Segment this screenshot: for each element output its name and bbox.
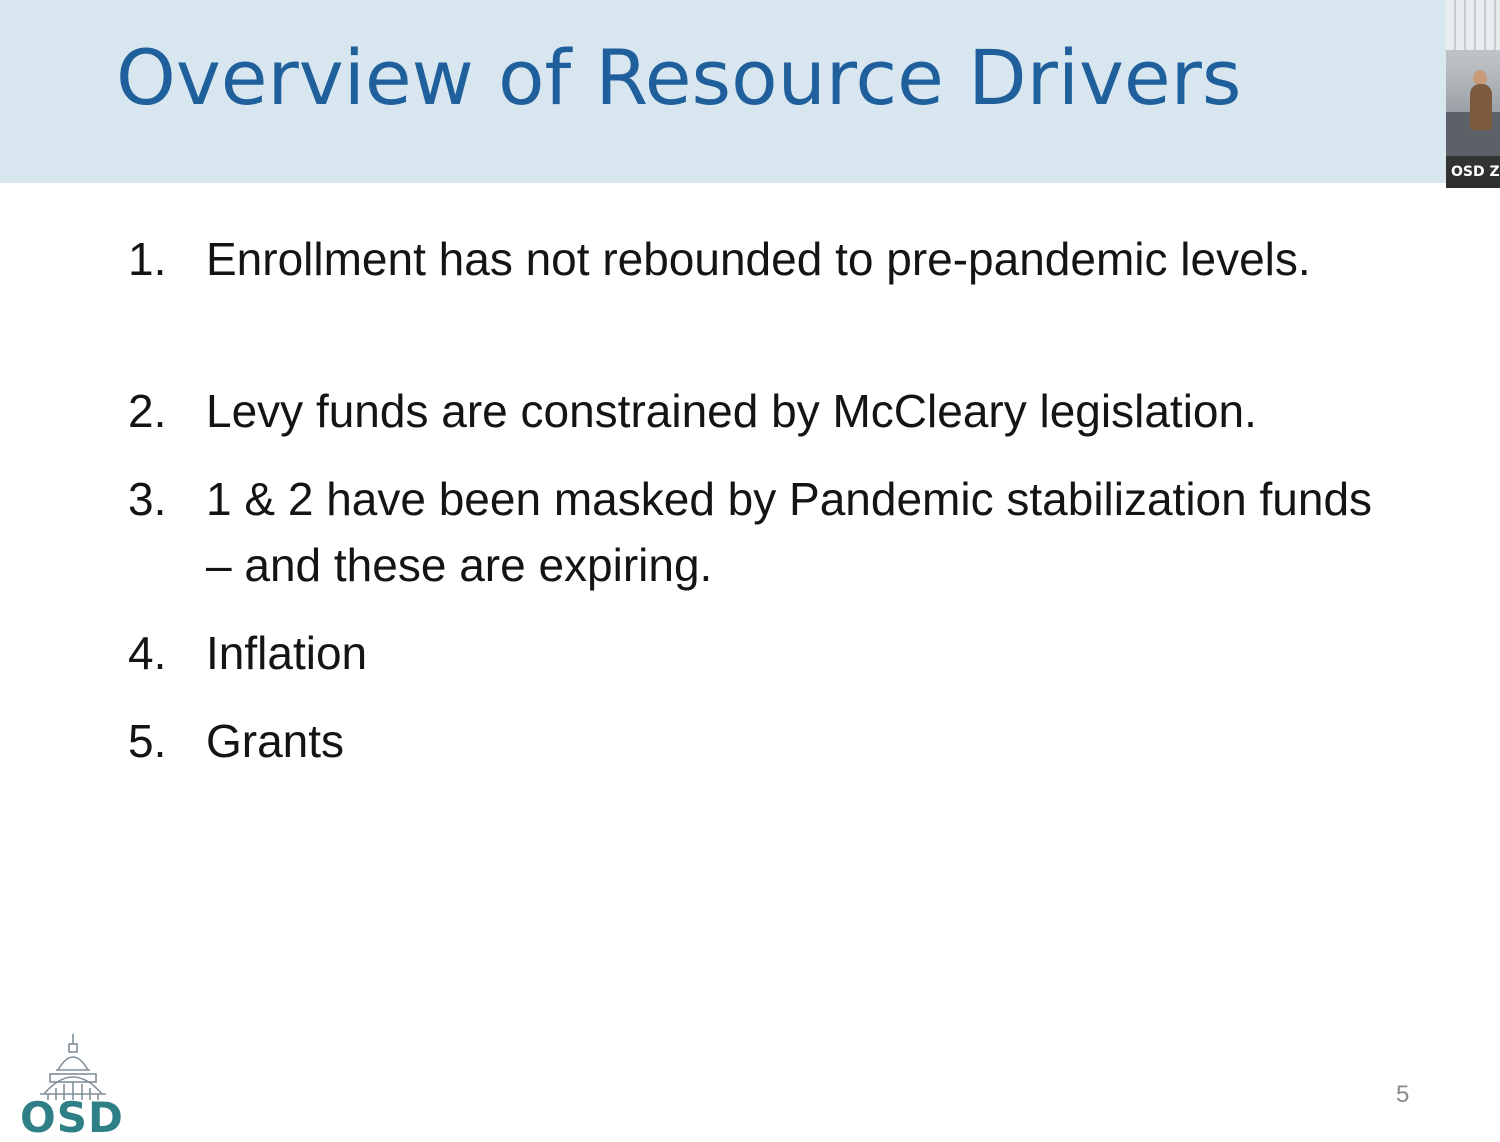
- list-item-text: Enrollment has not rebounded to pre-pandemic levels.: [206, 233, 1311, 285]
- list-item-number: 5.: [128, 715, 167, 767]
- list-item-number: 4.: [128, 627, 167, 679]
- participant-figure: [1470, 84, 1492, 130]
- title-band: [0, 0, 1500, 183]
- list-item-number: 1.: [128, 233, 167, 285]
- osd-logo-text: OSD: [20, 1093, 124, 1142]
- list-item-text: Levy funds are constrained by McCleary legislation.: [206, 385, 1257, 437]
- participant-name-label: OSD Z: [1446, 156, 1500, 188]
- video-background: [1446, 0, 1500, 50]
- page-number: 5: [1396, 1081, 1410, 1108]
- list-item-text: 1 & 2 have been masked by Pandemic stabilization funds – and these are expiring.: [206, 473, 1373, 591]
- list-item-number: 3.: [128, 473, 167, 525]
- list-item-text: Grants: [206, 715, 345, 767]
- participant-video-tile[interactable]: [1446, 0, 1500, 188]
- list-item-number: 2.: [128, 385, 167, 437]
- slide-title: Overview of Resource Drivers: [116, 33, 1242, 122]
- list-item-text: Inflation: [206, 627, 368, 679]
